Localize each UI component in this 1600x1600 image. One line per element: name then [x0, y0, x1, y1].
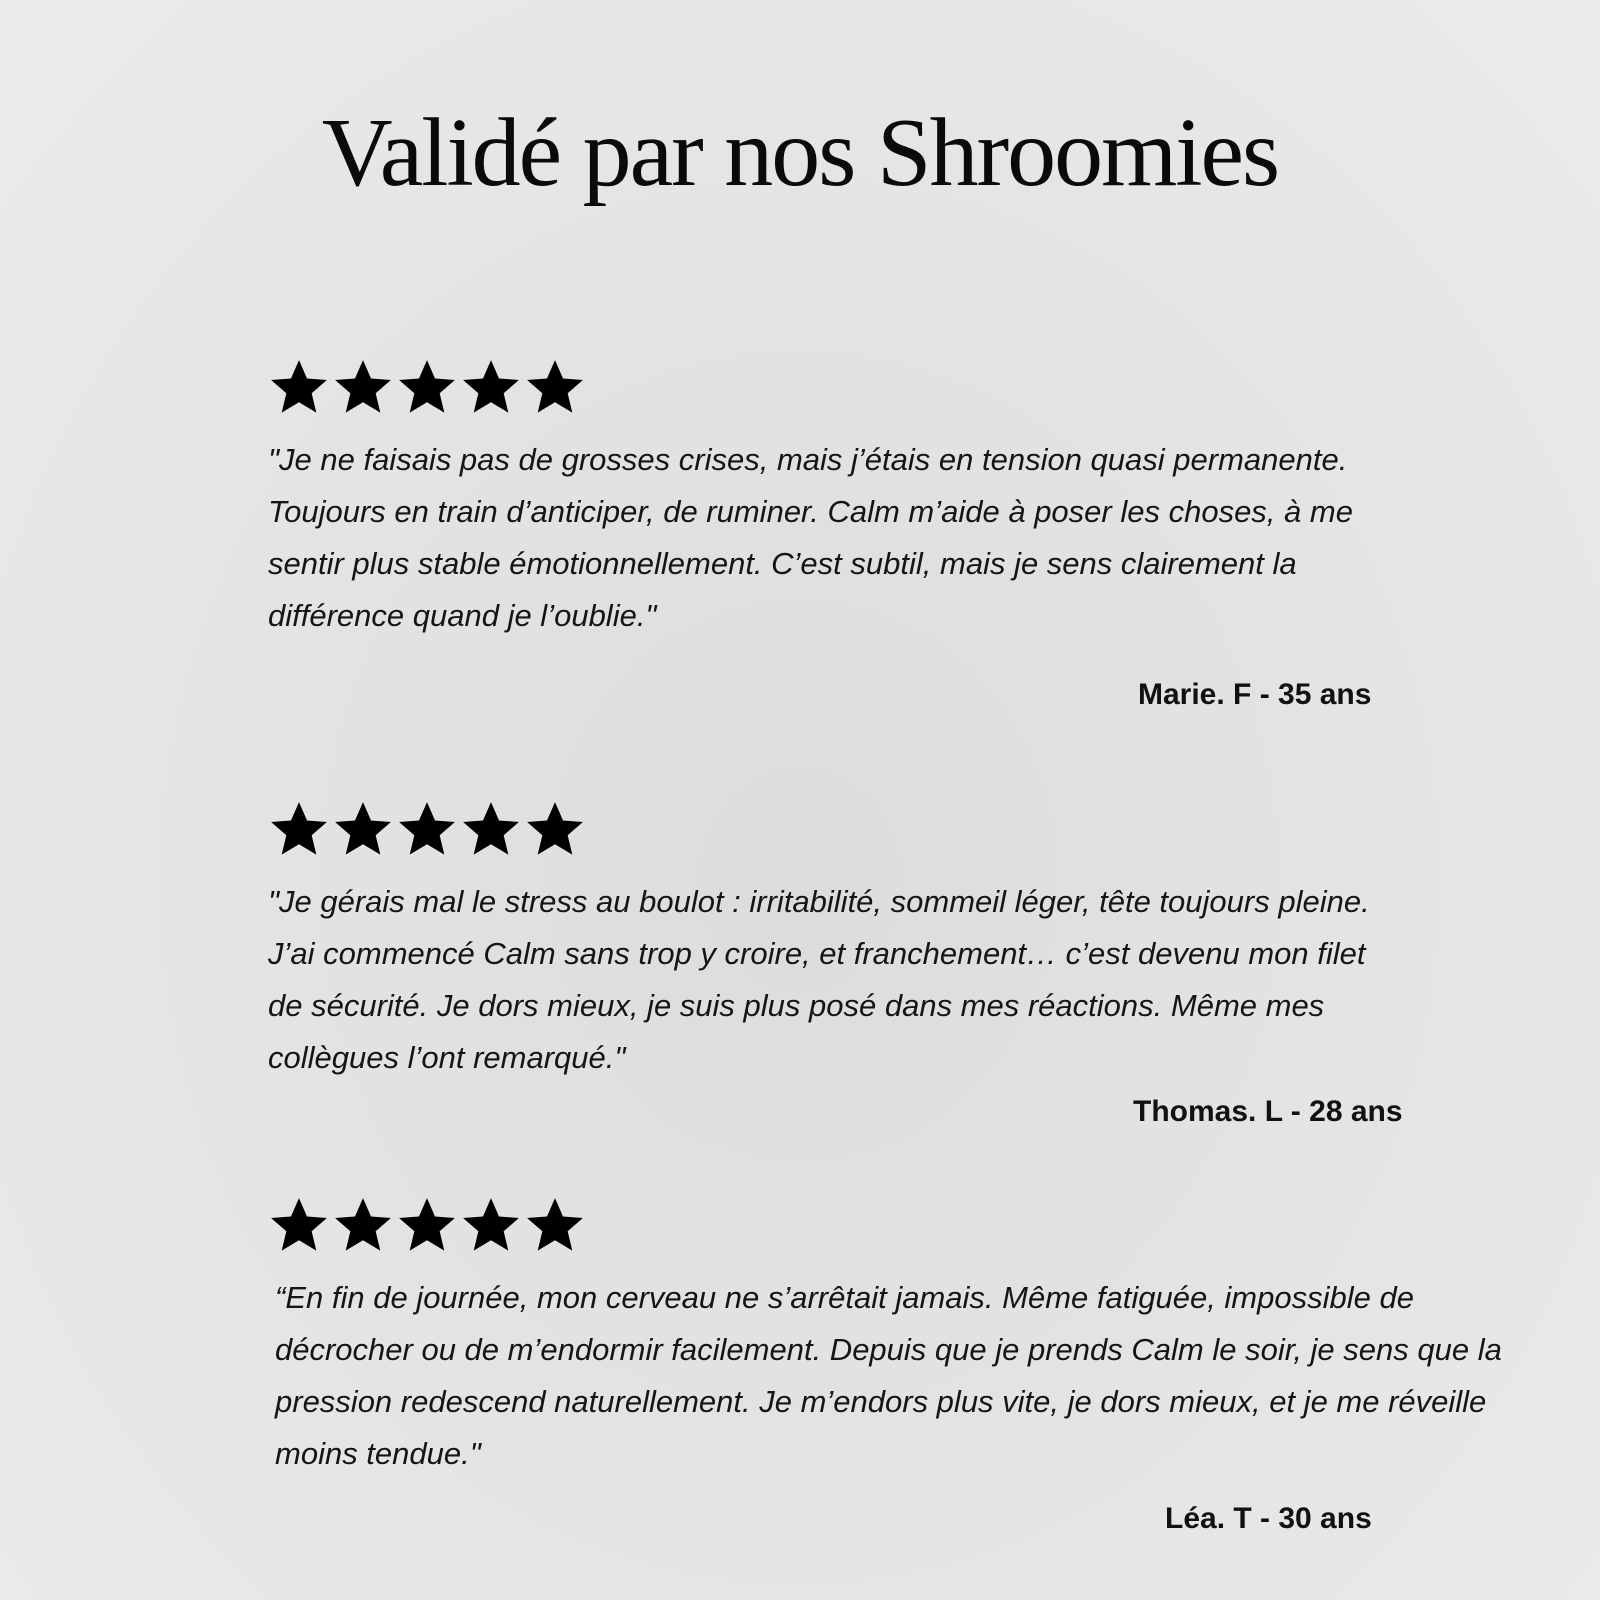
review-author: Thomas. L - 28 ans [1133, 1095, 1403, 1128]
star-icon [460, 798, 522, 860]
star-rating [268, 798, 1398, 862]
page-title: Validé par nos Shroomies [321, 99, 1279, 207]
star-icon [332, 1194, 394, 1256]
star-icon [396, 1194, 458, 1256]
review-card [268, 356, 1408, 642]
review-quote: “En fin de journée, mon cerveau ne s’arrêtait jamais. Même fatiguée, impossible de décrocher ou de m’endormir facilement. Depuis que je prends Calm le soir, je sens que la pression redescend naturellement. Je m’endors plus vite, je dors mieux, et je me réveille moins tendue." [275, 1280, 1502, 1471]
review-card [268, 1194, 1518, 1480]
review-card [268, 798, 1398, 1084]
star-icon [332, 356, 394, 418]
star-icon [396, 356, 458, 418]
star-icon [268, 1194, 330, 1256]
star-rating [268, 1194, 1518, 1258]
review-quote: "Je gérais mal le stress au boulot : irritabilité, sommeil léger, tête toujours pleine. J’ai commencé Calm sans trop y croire, et franchement… c’est devenu mon filet de sécurité. Je dors mieux, je suis plus posé dans mes réactions. Même mes collègues l’ont remarqué." [268, 884, 1370, 1075]
star-icon [524, 798, 586, 860]
star-icon [460, 356, 522, 418]
star-icon [460, 1194, 522, 1256]
star-icon [396, 798, 458, 860]
star-icon [268, 798, 330, 860]
review-author: Léa. T - 30 ans [1165, 1502, 1372, 1535]
star-icon [524, 1194, 586, 1256]
star-rating [268, 356, 1408, 420]
review-quote: "Je ne faisais pas de grosses crises, mais j’étais en tension quasi permanente. Toujours en train d’anticiper, de ruminer. Calm m’aide à poser les choses, à me sentir plus stable émotionnellement. C’est subtil, mais je sens clairement la différence quand je l’oublie." [268, 442, 1353, 633]
star-icon [332, 798, 394, 860]
star-icon [524, 356, 586, 418]
review-author: Marie. F - 35 ans [1138, 678, 1372, 711]
star-icon [268, 356, 330, 418]
